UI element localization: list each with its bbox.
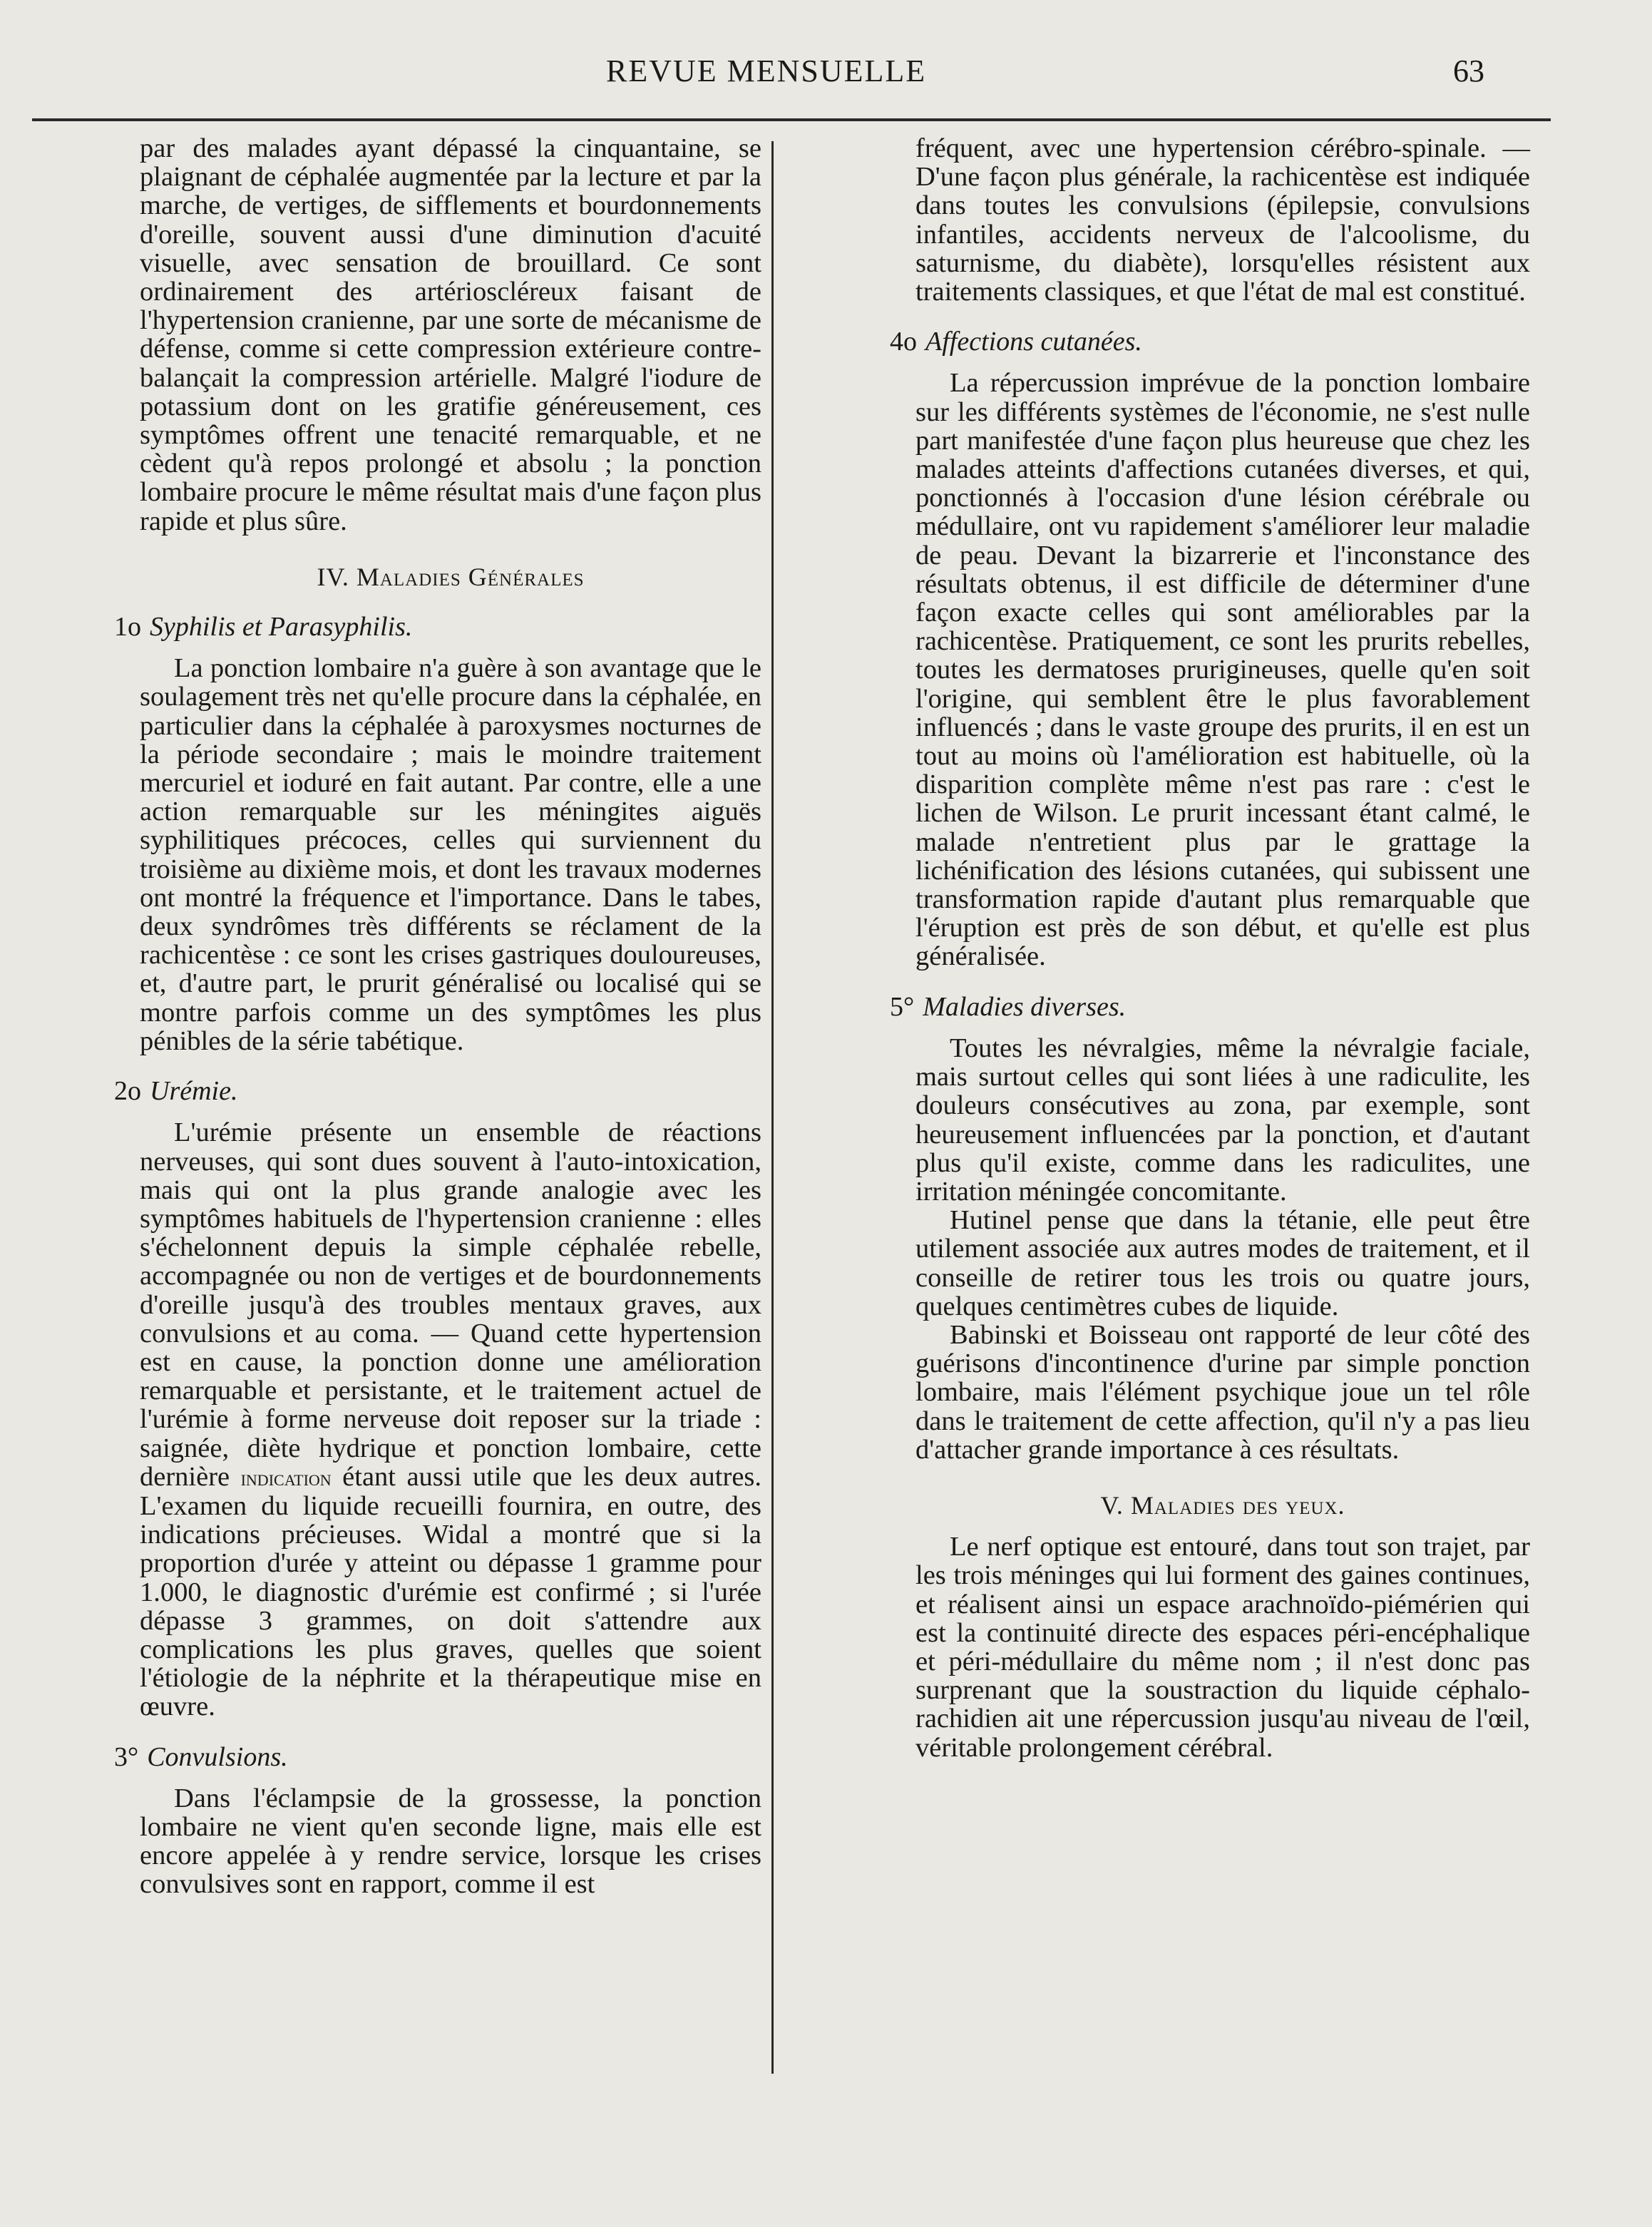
subsection-number: 4o — [890, 327, 917, 357]
subsection-heading — [890, 993, 1530, 1021]
paragraph: par des malades ayant dépassé la cinquantaine, se plaignant de céphalée augmentée par la lecture et par la marche, de vertiges, de sifflements et bourdonnements d'oreille, souvent aussi d'une diminution d'acuité visuelle, avec sensation de brouillard. Ce sont ordinairement des artérioscléreux faisant de l'hypertension cranienne, par une sorte de mécanisme de défense, comme si cette compression extérieure contre-balançait la compression artérielle. Malgré l'iodure de potassium dont on les gratifie généreusement, ces symptômes offrent une tenacité remarquable, et ne cèdent qu'à repos prolongé et absolu ; la ponction lombaire procure le même résultat mais d'une façon plus rapide et plus sûre. — [140, 133, 761, 536]
paragraph: La ponction lombaire n'a guère à son avantage que le soulagement très net qu'elle procure dans la céphalée, en particulier dans la céphalée à paroxysmes nocturnes de la période secondaire ; mais le moindre traitement mercuriel et ioduré en fait autant. Par contre, elle a une action remarquable sur les méningites aiguës syphilitiques précoces, celles qui surviennent du troisième au dixième mois, et dont les travaux modernes ont montré la fréquence et l'importance. Dans le tabes, deux syndrômes très différents se réclament de la rachicentèse : ce sont les crises gastriques douloureuses, et, d'autre part, le prurit généralisé ou localisé qui se montre parfois comme un des symptômes les plus pénibles de la série tabétique. — [140, 653, 761, 1056]
running-title: REVUE MENSUELLE — [606, 53, 927, 88]
section-heading: IV. Maladies Générales — [317, 562, 585, 591]
subsection-number: 5° — [890, 991, 915, 1022]
subsection-title: Syphilis et Parasyphilis. — [150, 612, 413, 642]
paragraph — [140, 1118, 761, 1721]
subsection-title: Convulsions. — [147, 1741, 288, 1772]
paragraph-text: L'urémie présente un ensemble de réactions nerveuses, qui sont dues souvent à l'auto-intoxication, mais qui ont la plus grande analogie avec les symptômes habituels de l'hypertension cranienne : elles s'échelonnent depuis la simple céphalée rebelle, accompagnée ou non de vertiges et de bourdonnements d'oreille jusqu'à des troubles mentaux graves, aux convulsions et au coma. — Quand cette hypertension est en cause, la ponction donne une amélioration remarquable et persistante, et le traitement actuel de l'urémie à forme nerveuse doit reposer sur la triade : saignée, diète hydrique et ponction lombaire, cette dernière — [140, 1117, 761, 1492]
paragraph-text: étant aussi utile que les deux autres. L'examen du liquide recueilli fournira, en outre, des indications précieuses. Widal a montré que si la proportion d'urée y atteint ou dépasse 1 gramme pour 1.000, le diagnostic d'urémie est confirmé ; si l'urée dépasse 3 grammes, on doit s'attendre aux complications les plus graves, quelles que soient l'étiologie de la néphrite et la thérapeutique mise en œuvre. — [140, 1461, 762, 1722]
page-number: 63 — [1453, 53, 1484, 88]
paragraph: La répercussion imprévue de la ponction lombaire sur les différents systèmes de l'économie, ne s'est nulle part manifestée d'une façon plus heureuse que chez les malades atteints d'affections cutanées diverses, et qui, ponctionnés à l'occasion d'une lésion cérébrale ou médullaire, ont vu rapidement s'améliorer leur maladie de peau. Devant la bizarrerie et l'inconstance des résultats obtenus, il est difficile de déterminer d'une façon exacte celles qui sont améliorables par la rachicentèse. Pratiquement, ce sont les prurits rebelles, toutes les dermatoses prurigineuses, quelle qu'en soit l'origine, qui semblent être le plus favorablement influencés ; dans le vaste groupe des prurits, il en est un tout au moins où l'amélioration est habituelle, où la disparition complète même n'est pas rare : c'est le lichen de Wilson. Le prurit incessant étant calmé, le malade n'entretient plus par le grattage la lichénification des lésions cutanées, qui subissent une transformation rapide d'autant plus remarquable que l'éruption est près de son début, et qu'elle est plus généralisée. — [915, 368, 1530, 972]
right-column — [890, 133, 1530, 1763]
subsection-number: 3° — [114, 1741, 139, 1772]
paragraph: Hutinel pense que dans la tétanie, elle peut être utilement associée aux autres modes de traitement, et il conseille de retirer tous les trois ou quatre jours, quelques centimètres cubes de liquide. — [915, 1205, 1530, 1321]
subsection-number: 1o — [114, 612, 141, 642]
paragraph: Le nerf optique est entouré, dans tout son trajet, par les trois méninges qui lui forment des gaines continues, et réalisent ainsi un espace arachnoïdo-piémérien qui est la continuité directe des espaces péri-encéphalique et péri-médullaire du même nom ; il n'est donc pas surprenant que la soustraction du liquide céphalo-rachidien ait une répercussion jusqu'au niveau de l'œil, véritable prolongement cérébral. — [915, 1532, 1530, 1763]
paragraph: Toutes les névralgies, même la névralgie faciale, mais surtout celles qui sont liées à une radiculite, les douleurs consécutives au zona, par exemple, sont heureusement influencées par la ponction, et d'autant plus qu'il existe, comme dans les radiculites, une irritation méningée concomitante. — [915, 1033, 1530, 1207]
paragraph: Babinski et Boisseau ont rapporté de leur côté des guérisons d'incontinence d'urine par simple ponction lombaire, mais l'élément psychique joue un tel rôle dans le traitement de cette affection, qu'il n'y a pas lieu d'attacher grande importance à ces résultats. — [915, 1319, 1530, 1465]
section-heading: V. Maladies des yeux. — [1100, 1490, 1345, 1520]
subsection-heading — [114, 1077, 761, 1105]
paragraph: Dans l'éclampsie de la grossesse, la ponction lombaire ne vient qu'en seconde ligne, mais elle est encore appelée à y rendre service, lorsque les crises convulsives sont en rapport, comme il est — [140, 1783, 761, 1900]
subsection-title: Maladies diverses. — [923, 991, 1127, 1022]
subsection-title: Urémie. — [150, 1076, 238, 1107]
subsection-number: 2o — [114, 1076, 141, 1107]
column-divider — [771, 141, 774, 2074]
header-rule — [32, 118, 1551, 121]
small-caps-term: indication — [240, 1464, 332, 1490]
subsection-heading — [114, 1743, 761, 1771]
subsection-heading — [890, 327, 1530, 356]
paragraph: fréquent, avec une hypertension cérébro-spinale. —D'une façon plus générale, la rachicentèse est indiquée dans toutes les convulsions (épilepsie, convulsions infantiles, accidents nerveux de l'alcoolisme, du saturnisme, du diabète), lorsqu'elles résistent aux traitements classiques, et que l'état de mal est constitué. — [915, 133, 1530, 307]
subsection-title: Affections cutanées. — [925, 327, 1142, 357]
left-column — [114, 133, 762, 1900]
subsection-heading — [114, 613, 761, 641]
running-head — [0, 50, 1652, 93]
